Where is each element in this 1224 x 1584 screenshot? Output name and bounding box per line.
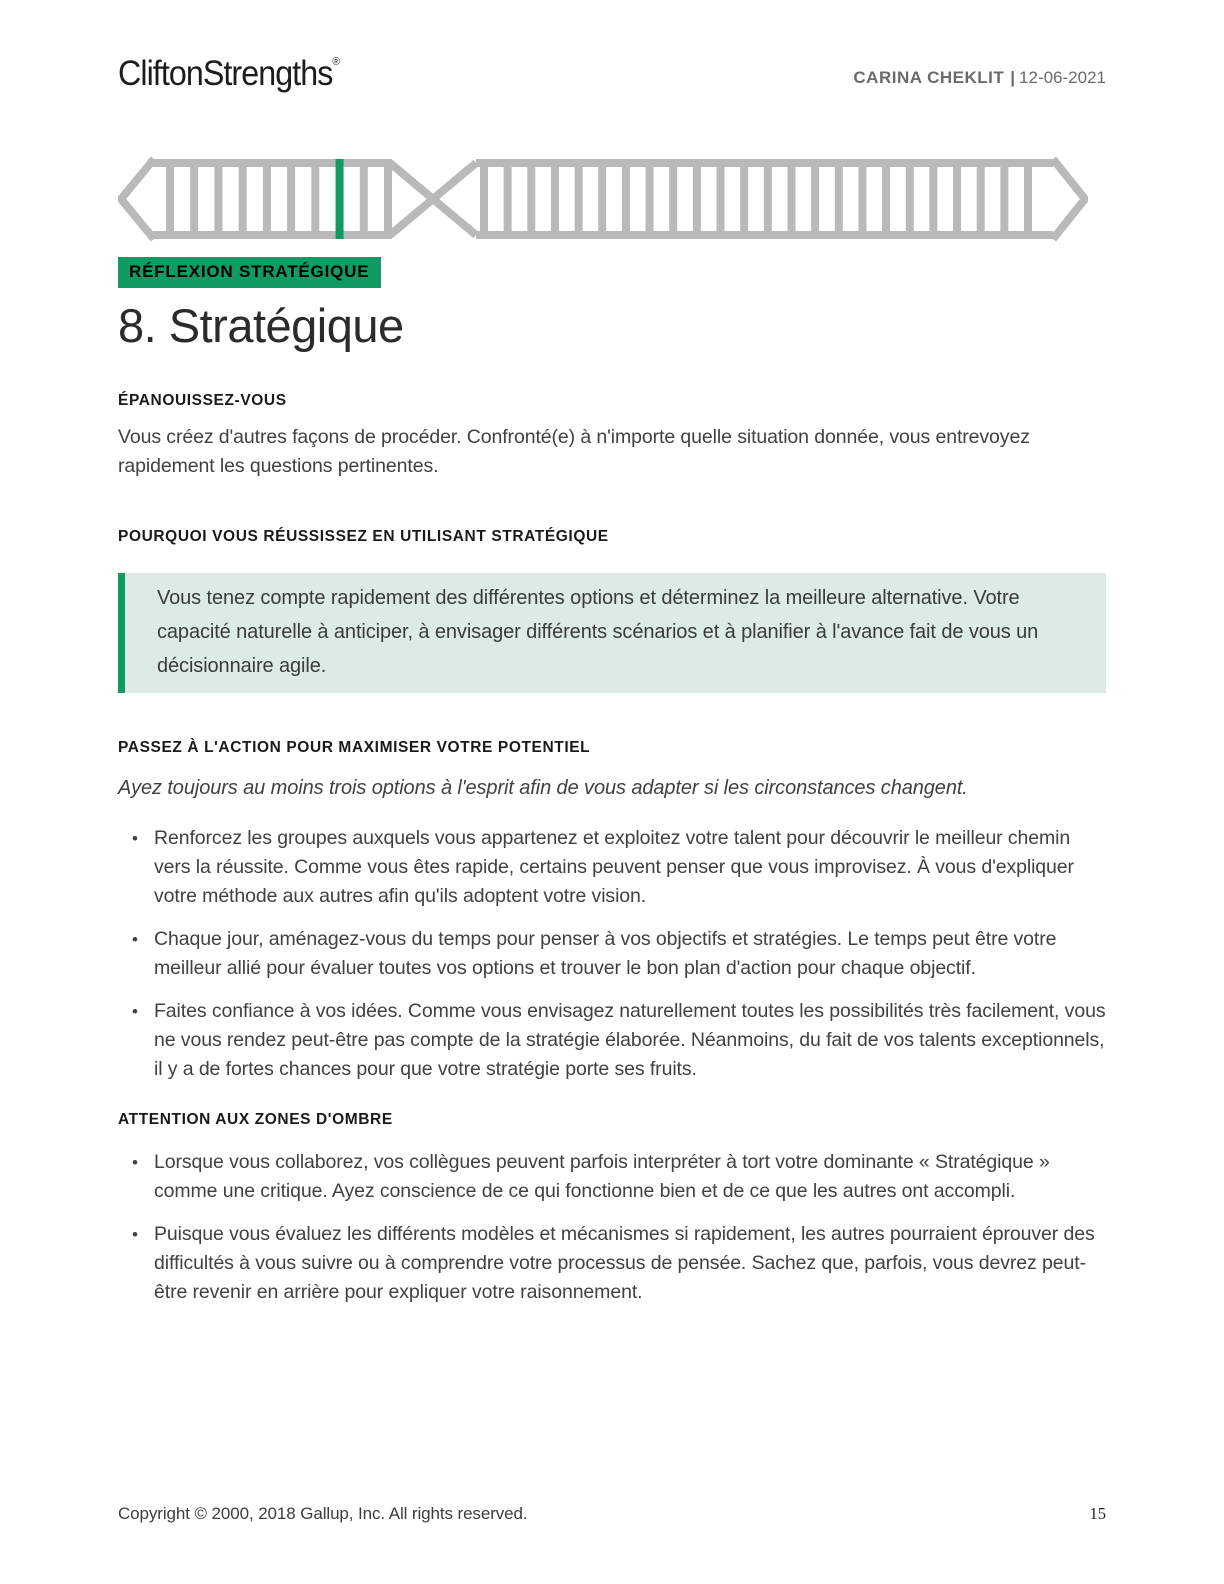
bullet-text: Puisque vous évaluez les différents modèles et mécanismes si rapidement, les autres pourraient éprouver des difficultés à vous suivre ou à comprendre votre processus de pensée. Sachez que, parfois, vous devrez peut-être revenir en arrière pour expliquer votre raisonnement. [154,1223,1095,1303]
bullet-item [118,1148,1106,1206]
section-heading-thrive: ÉPANOUISSEZ-VOUS [118,392,287,409]
bullet-marker: • [132,1002,138,1021]
blind-spots-bullet-list [118,1148,1106,1307]
take-action-bullet-list [118,824,1106,1084]
report-date: 12-06-2021 [1019,68,1106,87]
bullet-marker: • [132,1153,138,1172]
meta-separator: | [1010,68,1016,87]
page-footer [118,1504,1106,1524]
report-user-name: CARINA CHEKLIT [853,68,1005,87]
registered-trademark-icon: ® [332,56,340,68]
bullet-text: Renforcez les groupes auxquels vous appartenez et exploitez votre talent pour découvrir le meilleur chemin vers la réussite. Comme vous êtes rapide, certains peuvent penser que vous improvisez. À vous d'expliquer votre méthode aux autres afin qu'ils adoptent votre vision. [154,827,1074,907]
bullet-text: Chaque jour, aménagez-vous du temps pour penser à vos objectifs et stratégies. Le temps peut être votre meilleur allié pour évaluer toutes vos options et trouver le bon plan d'action pour chaque objectif. [154,928,1057,979]
bullet-marker: • [132,829,138,848]
theme-title: 8. Stratégique [118,299,404,352]
section-heading-take-action: PASSEZ À L'ACTION POUR MAXIMISER VOTRE POTENTIEL [118,739,591,756]
bullet-text: Faites confiance à vos idées. Comme vous envisagez naturellement toutes les possibilités très facilement, vous ne vous rendez peut-être pas compte de la stratégie élaborée. Néanmoins, du fait de vos talents exceptionnels, il y a de fortes chances pour que votre stratégie porte ses fruits. [154,1000,1106,1080]
bullet-text: Lorsque vous collaborez, vos collègues peuvent parfois interpréter à tort votre dominante « Stratégique » comme une critique. Ayez conscience de ce qui fonctionne bien et de ce que les autres ont accompli. [154,1151,1050,1202]
success-quote-text: Vous tenez compte rapidement des différentes options et déterminez la meilleure alternative. Votre capacité naturelle à anticiper, à envisager différents scénarios et à planifier à l'avance fait de vous un décisionnaire agile. [157,587,1039,677]
report-meta [853,68,1106,94]
thrive-paragraph: Vous créez d'autres façons de procéder. Confronté(e) à n'importe quelle situation donnée, vous entrevoyez rapidement les questions pertinentes. [118,426,1030,477]
page-header [118,0,1106,94]
logo-text: CliftonStrengths [118,54,333,93]
bullet-item [118,1220,1106,1307]
section-heading-blind-spots: ATTENTION AUX ZONES D'OMBRE [118,1111,393,1128]
footer-copyright: Copyright © 2000, 2018 Gallup, Inc. All rights reserved. [118,1504,528,1523]
domain-badge: RÉFLEXION STRATÉGIQUE [118,257,381,288]
page-number: 15 [1089,1504,1106,1523]
dna-ribbon-svg [118,154,1088,244]
strengths-ribbon [118,154,1106,244]
section-heading-why-you-succeed: POURQUOI VOUS RÉUSSISSEZ EN UTILISANT STRATÉGIQUE [118,528,609,545]
bullet-marker: • [132,930,138,949]
bullet-item [118,824,1106,911]
bullet-item [118,925,1106,983]
cliftonstrengths-logo [118,54,340,94]
take-action-intro: Ayez toujours au moins trois options à l'esprit afin de vous adapter si les circonstances changent. [118,777,968,799]
bullet-item [118,997,1106,1084]
success-quote-box [118,573,1106,693]
bullet-marker: • [132,1225,138,1244]
